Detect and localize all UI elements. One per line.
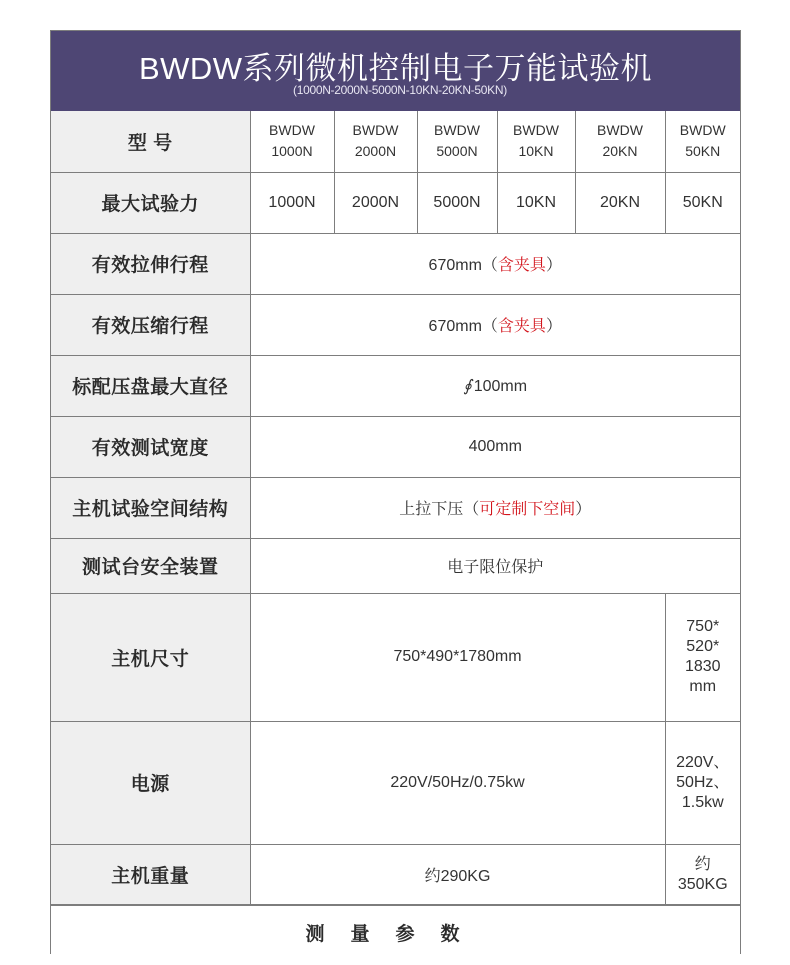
- max-force-cell: 10KN: [497, 172, 575, 233]
- max-force-cell: 2000N: [334, 172, 417, 233]
- model-cell: BWDW 2000N: [334, 111, 417, 172]
- row-label-max-force: 最大试验力: [51, 172, 250, 233]
- max-force-cell: 50KN: [665, 172, 740, 233]
- table-row-dimensions: [51, 593, 740, 721]
- model-cell: BWDW 5000N: [417, 111, 497, 172]
- row-label-dimensions: 主机尺寸: [51, 593, 250, 721]
- row-label-test-width: 有效测试宽度: [51, 416, 250, 477]
- dimensions-value: 750*490*1780mm: [250, 593, 665, 721]
- model-cell: BWDW 20KN: [575, 111, 665, 172]
- table-row-compress-stroke: [51, 294, 740, 355]
- model-cell: BWDW 1000N: [250, 111, 334, 172]
- model-cell: BWDW 10KN: [497, 111, 575, 172]
- row-label-tensile-stroke: 有效拉伸行程: [51, 233, 250, 294]
- weight-alt-value: 约 350KG: [665, 844, 740, 905]
- table-row-space-structure: [51, 477, 740, 538]
- table-row-platen-diameter: [51, 355, 740, 416]
- table-row-model: [51, 111, 740, 172]
- max-force-cell: 1000N: [250, 172, 334, 233]
- space-structure-value: 上拉下压（可定制下空间）: [250, 477, 740, 538]
- compress-stroke-note: 含夹具: [497, 318, 546, 335]
- compress-stroke-value: 670mm（含夹具）: [250, 294, 740, 355]
- table-row-power: [51, 721, 740, 844]
- header-banner: [51, 31, 740, 111]
- row-label-model: 型 号: [51, 111, 250, 172]
- spec-table: [51, 111, 740, 906]
- table-row-test-width: [51, 416, 740, 477]
- weight-value: 约290KG: [250, 844, 665, 905]
- test-width-value: 400mm: [250, 416, 740, 477]
- page-title: BWDW系列微机控制电子万能试验机: [138, 51, 653, 86]
- table-row-tensile-stroke: [51, 233, 740, 294]
- power-alt-value: 220V、 50Hz、 1.5kw: [665, 721, 740, 844]
- tensile-stroke-note: 含夹具: [497, 257, 546, 274]
- row-label-safety: 测试台安全装置: [51, 538, 250, 593]
- safety-value: 电子限位保护: [250, 538, 740, 593]
- max-force-cell: 5000N: [417, 172, 497, 233]
- tensile-stroke-value: 670mm（含夹具）: [250, 233, 740, 294]
- row-label-platen-diameter: 标配压盘最大直径: [51, 355, 250, 416]
- spec-sheet: [50, 30, 741, 954]
- platen-diameter-value: ∮ 100mm: [250, 355, 740, 416]
- row-label-compress-stroke: 有效压缩行程: [51, 294, 250, 355]
- model-cell: BWDW 50KN: [665, 111, 740, 172]
- row-label-weight: 主机重量: [51, 844, 250, 905]
- row-label-space-structure: 主机试验空间结构: [51, 477, 250, 538]
- max-force-cell: 20KN: [575, 172, 665, 233]
- diameter-icon: ∮: [463, 375, 472, 395]
- row-label-power: 电源: [51, 721, 250, 844]
- power-value: 220V/50Hz/0.75kw: [250, 721, 665, 844]
- table-row-safety: [51, 538, 740, 593]
- section-heading-measurement: 测量参数: [51, 904, 740, 956]
- space-structure-note: 可定制下空间: [479, 501, 576, 518]
- dimensions-alt-value: 750* 520* 1830 mm: [665, 593, 740, 721]
- table-row-weight: [51, 844, 740, 905]
- page-subtitle: (1000N-2000N-5000N-10KN-20KN-50KN): [293, 83, 507, 97]
- table-row-max-force: [51, 172, 740, 233]
